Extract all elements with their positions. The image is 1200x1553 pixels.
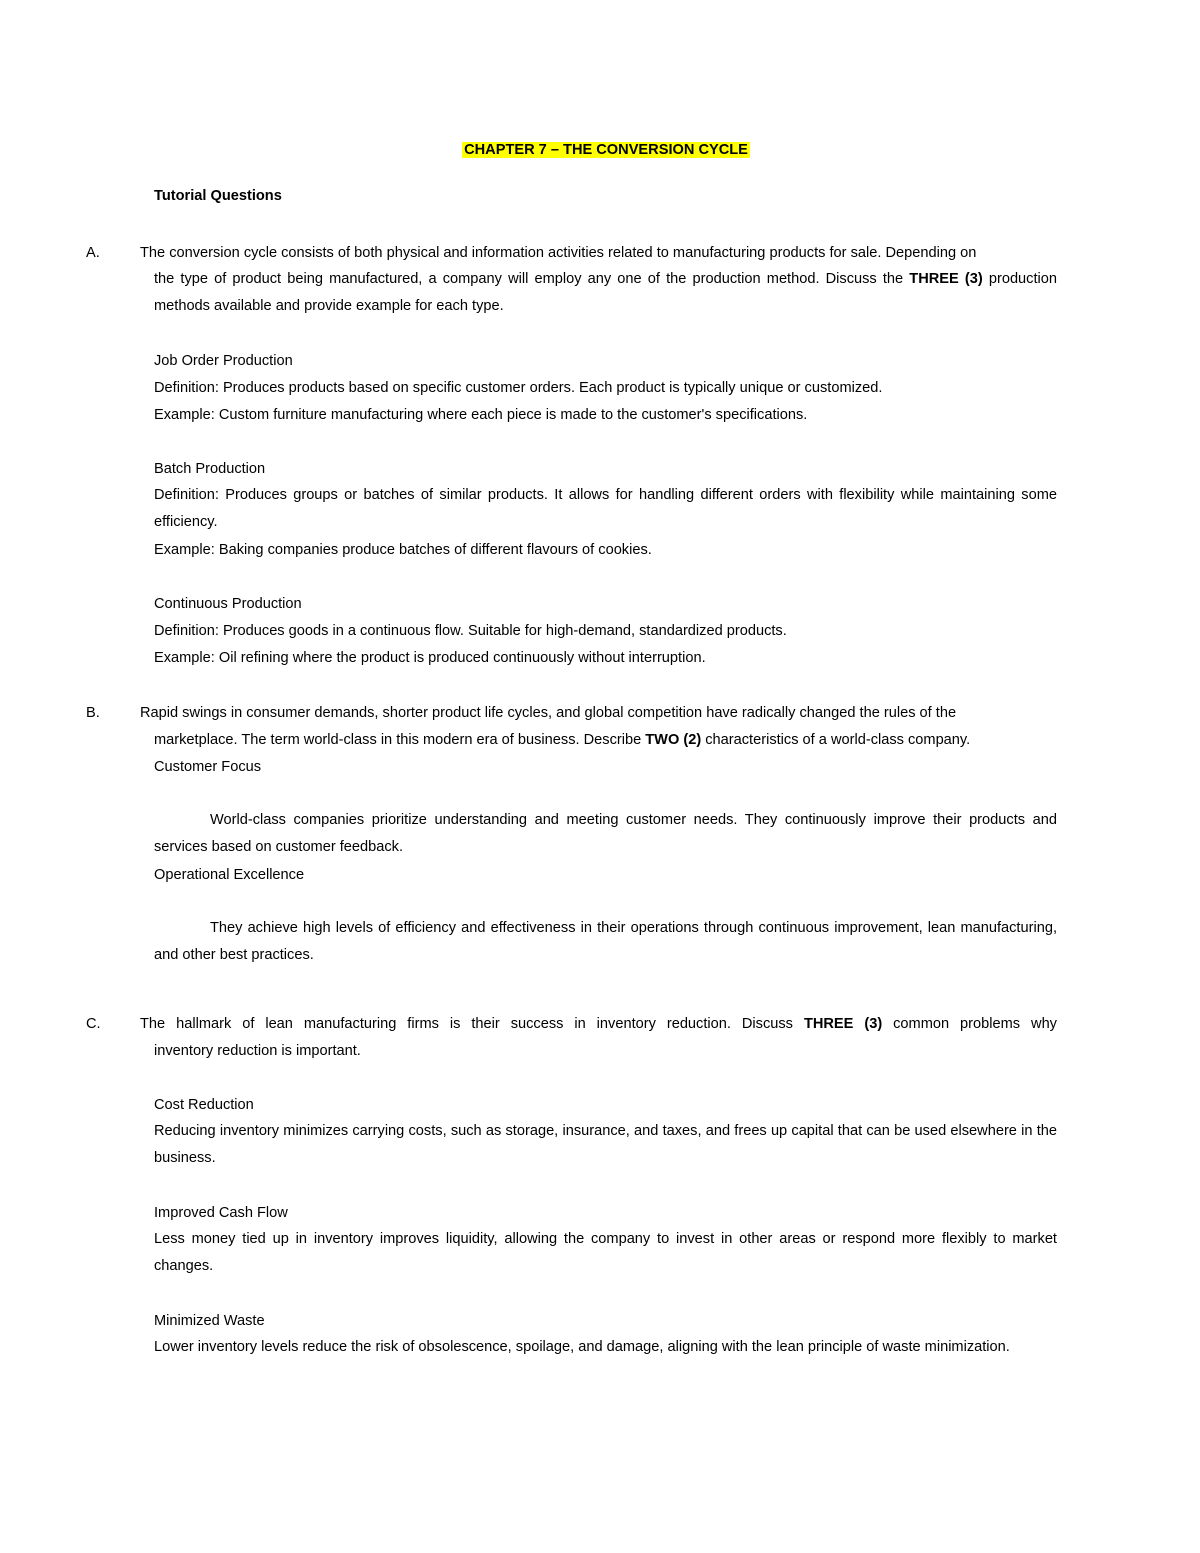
question-c-emphasis: THREE (3) bbox=[803, 1016, 883, 1032]
item-heading: Batch Production bbox=[154, 461, 266, 477]
question-a-text-end: production methods available and provide example for each type. bbox=[154, 271, 1057, 315]
item-heading: Customer Focus bbox=[154, 759, 262, 775]
question-c-label: C. bbox=[86, 1016, 101, 1032]
item-body: Lower inventory levels reduce the risk of obsolescence, spoilage, and damage, aligning with the lean principle of waste minimization. bbox=[154, 1339, 1010, 1355]
item-example: Example: Baking companies produce batches of different flavours of cookies. bbox=[154, 542, 652, 558]
question-c-text-end: common problems why bbox=[882, 1016, 1057, 1032]
item-body: World-class companies prioritize understanding and meeting customer needs. They continuously improve their products and services based on customer feedback. bbox=[154, 812, 1057, 856]
question-a-text: the type of product being manufactured, a company will employ any one of the production method. Discuss the bbox=[154, 271, 910, 287]
question-c-text: The hallmark of lean manufacturing firms is their success in inventory reduction. Discuss bbox=[140, 1016, 804, 1032]
question-a-first-line: The conversion cycle consists of both physical and information activities related to manufacturing products for sale. Depending on bbox=[140, 245, 977, 261]
item-definition: Definition: Produces goods in a continuous flow. Suitable for high-demand, standardized products. bbox=[154, 623, 787, 639]
item-definition: Definition: Produces products based on specific customer orders. Each product is typically unique or customized. bbox=[154, 380, 883, 396]
item-example: Example: Oil refining where the product is produced continuously without interruption. bbox=[154, 650, 706, 666]
question-b-label: B. bbox=[86, 705, 100, 721]
question-b-text: marketplace. The term world-class in this modern era of business. Describe bbox=[154, 732, 646, 748]
question-c-second-line: inventory reduction is important. bbox=[154, 1043, 361, 1059]
item-heading: Operational Excellence bbox=[154, 867, 305, 883]
item-body: Reducing inventory minimizes carrying costs, such as storage, insurance, and taxes, and frees up capital that can be used elsewhere in the business. bbox=[154, 1123, 1057, 1167]
question-b-emphasis: TWO (2) bbox=[645, 732, 702, 748]
item-heading: Improved Cash Flow bbox=[154, 1205, 288, 1221]
item-heading: Minimized Waste bbox=[154, 1313, 265, 1329]
item-example: Example: Custom furniture manufacturing where each piece is made to the customer's specifications. bbox=[154, 407, 808, 423]
item-heading: Job Order Production bbox=[154, 353, 293, 369]
chapter-title bbox=[0, 140, 1200, 160]
tutorial-heading: Tutorial Questions bbox=[154, 188, 282, 204]
question-a-continuation bbox=[154, 266, 1057, 320]
question-b-text-end: characteristics of a world-class company. bbox=[701, 732, 971, 748]
question-c-first-line bbox=[140, 1014, 1057, 1034]
item-definition: Definition: Produces groups or batches of similar products. It allows for handling different orders with flexibility while maintaining some efficiency. bbox=[154, 487, 1057, 531]
item-body: Less money tied up in inventory improves liquidity, allowing the company to invest in other areas or respond more flexibly to market changes. bbox=[154, 1231, 1057, 1275]
question-a-emphasis: THREE (3) bbox=[909, 271, 983, 287]
question-b-continuation bbox=[154, 730, 970, 750]
item-body: They achieve high levels of efficiency and effectiveness in their operations through continuous improvement, lean manufacturing, and other best practices. bbox=[154, 920, 1057, 964]
item-heading: Cost Reduction bbox=[154, 1097, 254, 1113]
question-b-first-line: Rapid swings in consumer demands, shorter product life cycles, and global competition have radically changed the rules of the bbox=[140, 705, 957, 721]
chapter-title-highlight: CHAPTER 7 – THE CONVERSION CYCLE bbox=[464, 142, 748, 158]
item-heading: Continuous Production bbox=[154, 596, 302, 612]
question-a-label: A. bbox=[86, 245, 100, 261]
